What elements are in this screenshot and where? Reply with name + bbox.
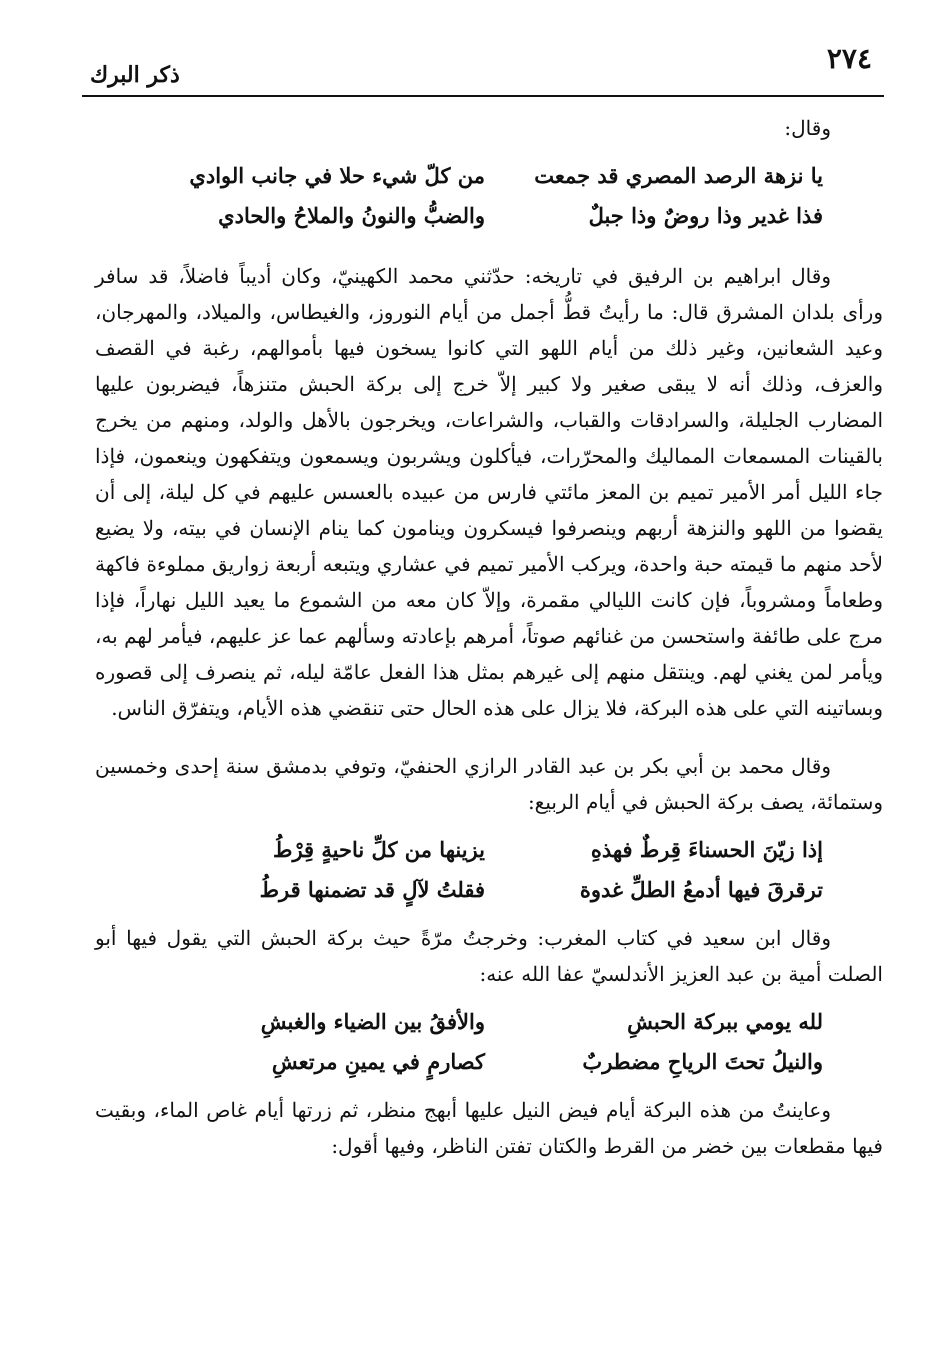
paragraph-text: وعاينتُ من هذه البركة أيام فيض النيل عليها أبهج منظر، ثم زرتها أيام غاص الماء، وبقيت فيها مقطعات بين خضر من القرط والكتان تفتن الناظر، وفيها أقول: — [95, 1098, 883, 1158]
verse-line — [95, 830, 883, 870]
page-number: ٢٧٤ — [826, 42, 872, 75]
page-body — [95, 110, 883, 1164]
verse-line — [95, 196, 883, 236]
header-rule — [82, 95, 884, 97]
verse-first-hemistich: ترقرقَ فيها أدمعُ الطلِّ غدوة — [579, 877, 823, 902]
prose-paragraph — [95, 748, 883, 820]
intro-heading: وقال: — [784, 116, 831, 140]
verse-first-hemistich: لله يومي ببركة الحبشِ — [627, 1009, 823, 1034]
verse-first-hemistich: إذا زيّنَ الحسناءَ قِرطٌ فهذهِ — [590, 837, 823, 862]
verse-second-hemistich: فقلتُ لآلٍ قد تضمنها قرطُ — [259, 877, 485, 902]
verse-line — [95, 1002, 883, 1042]
verse-second-hemistich: والضبُّ والنونُ والملاحُ والحادي — [218, 203, 485, 228]
verse-first-hemistich: يا نزهة الرصد المصري قد جمعت — [534, 163, 823, 188]
verse-second-hemistich: يزينها من كلِّ ناحيةٍ قِرْطُ — [273, 837, 485, 862]
verse-second-hemistich: كصارمٍ في يمينِ مرتعشِ — [271, 1049, 485, 1074]
verse-second-hemistich: من كلّ شيء حلا في جانب الوادي — [189, 163, 485, 188]
verse-line — [95, 1042, 883, 1082]
prose-paragraph — [95, 920, 883, 992]
verse-first-hemistich: والنيلُ تحتَ الرياحِ مضطربٌ — [582, 1049, 823, 1074]
paragraph-text: وقال ابن سعيد في كتاب المغرب: وخرجتُ مرّةً حيث بركة الحبش التي يقول فيها أبو الصلت أمية بن عبد العزيز الأندلسيّ عفا الله عنه: — [95, 926, 883, 986]
prose-paragraph — [95, 258, 883, 726]
verse-first-hemistich: فذا غدير وذا روضٌ وذا جبلٌ — [588, 203, 823, 228]
page-header — [82, 42, 882, 94]
running-title: ذكر البرك — [90, 62, 180, 88]
paragraph-text: وقال محمد بن أبي بكر بن عبد القادر الرازي الحنفيّ، وتوفي بدمشق سنة إحدى وخمسين وستمائة، يصف بركة الحبش في أيام الربيع: — [95, 754, 883, 814]
prose-paragraph — [95, 1092, 883, 1164]
verse-line — [95, 156, 883, 196]
paragraph-text: وقال ابراهيم بن الرفيق في تاريخه: حدّثني محمد الكهينيّ، وكان أديباً فاضلاً، قد سافر ورأى بلدان المشرق قال: ما رأيتُ قطُّ أجمل من أيام النوروز، والغيطاس، والميلاد، والمهرجان، وعيد الشعانين، وغير ذلك من أيام اللهو التي كانوا يسخون فيها بأموالهم، رغبة في القصف والعزف، وذلك أنه لا يبقى صغير ولا كبير إلاّ خرج إلى بركة الحبش متنزهاً، فيضربون عليها المضارب الجليلة، والسرادقات والقباب، والشراعات، ويخرجون بالأهل والولد، ومنهم من يخرج بالقينات المسمعات المماليك والمحرّرات، فيأكلون ويشربون ويسمعون ويتفكهون وينعمون، فإذا جاء الليل أمر الأمير تميم بن المعز مائتي فارس من عبيده بالعسس عليهم في كل ليلة، إلى أن يقضوا من اللهو والنزهة أربهم وينصرفوا فيسكرون وينامون كما ينام الإنسان في بيته، ولا يضيع لأحد منهم ما قيمته حبة واحدة، ويركب الأمير تميم في عشاري ويتبعه أربعة زواريق مملوءة فاكهة وطعاماً ومشروباً، فإن كانت الليالي مقمرة، وإلاّ كان معه من الشموع ما يعيد الليل نهاراً، فإذا مرج على طائفة واستحسن من غنائهم صوتاً، أمرهم بإعادته وسألهم عما عز عليهم، فيأمر لهم به، ويأمر لمن يغني لهم. وينتقل منهم إلى غيرهم بمثل هذا الفعل عامّة ليله، ثم ينصرف إلى قصوره وبساتينه التي على هذه البركة، فلا يزال على هذه الحال حتى تنقضي هذه الأيام، ويتفرّق الناس. — [95, 264, 884, 720]
verse-line — [95, 870, 883, 910]
verse-second-hemistich: والأفقُ بين الضياء والغبشِ — [260, 1009, 485, 1034]
